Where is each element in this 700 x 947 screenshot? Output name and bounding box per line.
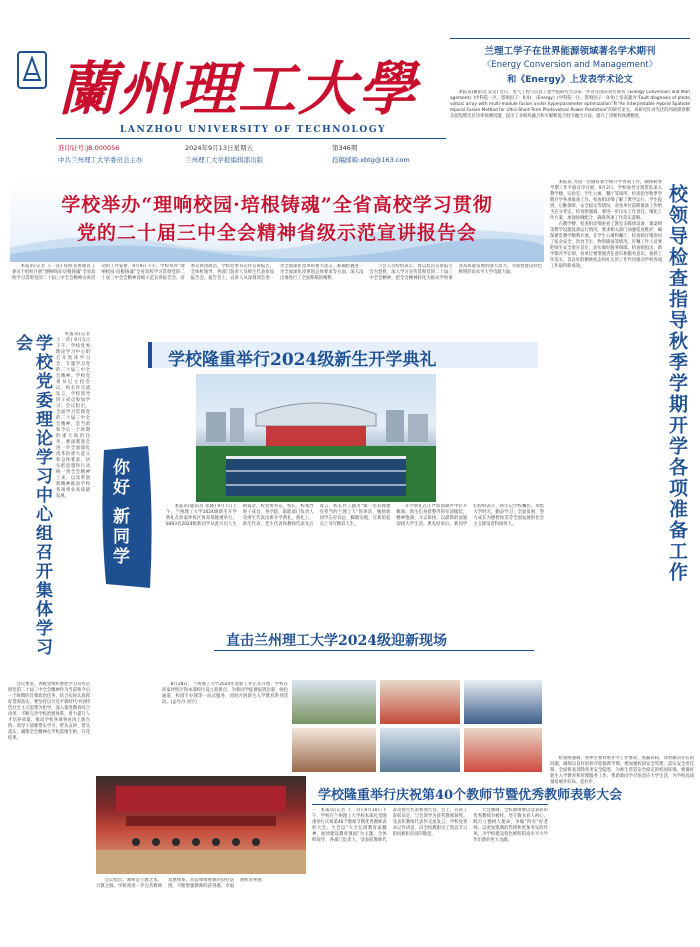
teachers-day-section [8, 776, 623, 946]
welcome-photo-6 [464, 728, 542, 772]
teachers-day-photo [96, 776, 306, 874]
feature-body: 本报讯(通讯员 张晓) 9月7日上午，兰州理工大学2024级新生开学典礼在彭家坪校区体育场隆重举行。8493名2024级新同学从此开启人生新篇章。校党委书记、校长、校领导班子成员，各学院、职能部门负责人及师生代表出席开学典礼。典礼上，新生代表、老生代表和教师代表先后发言，校长作了题为“做一名有理想有担当的兰理工人”的讲话，勉励新同学志存高远、脚踏实地，在新的起点上书写精彩人生。 开学典礼在庄严的国歌声中拉开帷幕。新生们身着整齐的军训服装，精神饱满、斗志昂扬，以崭新的面貌迎接大学生活。典礼结束后，新同学们纷纷表示，将牢记学校嘱托，珍惜大学时光，勤奋学习、全面发展，努力成长为德智体美劳全面发展的社会主义建设者和接班人。 [166, 504, 544, 527]
left-column-body-a: 本报讯(记者 王一萍) 9月5日下午，学校党委理论学习中心组召开集体学习会，专题学习党的二十届三中全会精神。学校党委书记主持会议，校长作交流发言，学校领导班子成员参加学习。会议指出，全面学习贯彻党的二十届三中全会精神，是当前和今后一个时期的重大政治任务。要深刻领会进一步全面深化改革的重大意义和总体要求，切实把思想和行动统一到全会精神上来，以改革创新精神推动学校各项事业高质量发展。 [56, 332, 90, 499]
ceremony-photo [196, 374, 436, 502]
publish-date: 2024年9月13日星期五 [185, 144, 253, 152]
top-news [450, 38, 690, 192]
issn: 准印证号:JB.000056 [58, 144, 120, 152]
email: 投稿邮箱:xbtg@163.com [332, 156, 410, 164]
right-column [550, 178, 694, 947]
feature-section [96, 332, 546, 680]
welcome-photo-5 [380, 728, 460, 772]
welcome-photo-3 [464, 680, 542, 724]
right-column-title: 校领导检查指导秋季学期开学各项准备工作 [666, 184, 688, 583]
welcome-caption: 8月28日，兰州理工大学2024年迎新工作正式开始，学校在彭家坪校区和本部校区设立迎新点，为新同学提供报到注册、绿色通道、校园卡办理等一站式服务，同时开展新生入学教育系列活动。(孟丹丹 刘宇) [162, 682, 288, 705]
headline-line-1: 学校举办“理响校园·培根铸魂”全省高校学习贯彻 [61, 194, 493, 216]
editor: 兰州理工大学报编辑部出版 [185, 156, 263, 164]
headline-line-2: 党的二十届三中全会精神省级示范宣讲报告会 [76, 222, 477, 244]
right-column-body-a: 本报讯 为进一步做好新学期开学各项工作，确保秋季学期工作平稳有序开展，9月2日，学校领导分别带队深入教学楼、实验室、学生公寓、餐厅等场所，检查指导秋季学期开学各项准备工作。检查组详细了解了教学运行、学生报到、后勤保障、安全稳定等情况，对各单位前期准备工作给予充分肯定。检查组强调，要进一步压实工作责任，细化工作方案，加强协调配合，确保各项工作落实落细。 在教学楼，检查组详细查看了教室多媒体设备、课桌椅等教学设施设备运行情况，要求相关部门加强巡查维护，确保课堂教学顺利开展。在学生公寓和餐厅，检查组仔细询问了宿舍安全、饮食卫生、物资储备等情况，叮嘱工作人员要把师生安全放在首位，切实做好服务保障。检查组指出，新学期开学在即，各单位要增强责任意识和服务意识，狠抓工作落实，以良好的精神状态和扎实的工作作风推动学校各项工作取得新成效。 [550, 180, 662, 269]
top-news-title-2: 《Energy Conversion and Management》 [482, 60, 658, 70]
feature-tag-text: 你好 新同学 [109, 458, 129, 567]
teachers-day-body: 本报讯(记者 王一萍) 9月10日下午，学校在兰州理工大学校本部礼堂隆重举行庆祝第40个教师节暨优秀教师表彰大会。大会以“大力弘扬教育家精神，加快建设教育强国”为主题，全体校领导、各部门负责人、受表彰教师代表及师生代表参加大会。会上，宣读了表彰决定，与会领导为获奖教师颁奖。受表彰教师代表作交流发言，学校党委书记作讲话，向全校教职员工致以节日的问候和崇高的敬意。 大会强调，全校教师要以受表彰的优秀教师为榜样，坚守教书育人初心，践行立德树人使命，争做“四有”好老师，以更加饱满的热情和更加务实的作风，为学校建设特色鲜明的高水平大学作出新的更大贡献。 [312, 808, 548, 843]
sponsor: 中共兰州理工大学委员会主办 [58, 156, 143, 164]
welcome-photo-2 [380, 680, 460, 724]
feature-title: 学校隆重举行2024级新生开学典礼 [168, 350, 437, 370]
right-column-body-b: 检查组强调，各单位要对照开学工作要求，查漏补缺，及时解决存在的问题，确保以良好的秩序迎接新学期。要加强校园安全管理，落实安全责任制，全面排查消除各类安全隐患，为师生营造安全稳定的校园环境。要做好新生入学教育和管理服务工作，帮助新同学尽快适应大学生活，为学校高质量发展开好局、起好步。 [550, 756, 694, 785]
masthead [10, 12, 450, 162]
welcome-photos [96, 680, 546, 774]
headline-body: 本报讯(记者 王一萍) 按照省委教育工委关于组织开展“理响校园·培根铸魂”全省高校学习贯彻党的二十届三中全会精神宣讲活动的工作安排，9月9日下午，学校举办“理响校园·培根铸魂”全省高校学习贯彻党的二十届三中全会精神省级示范宣讲报告会。省委宣讲团成员、学校党委书记作宣讲报告，全体校领导、各部门负责人及师生代表参加报告会。报告会上，宣讲人从深刻领会进一步全面深化改革的重大意义、准确把握进一步全面深化改革的总体要求等方面，深入浅出地进行了全面系统的阐释。 与会人员纷纷表示，将以此次宣讲报告会为契机，深入学习宣传贯彻党的二十届三中全会精神，把全会精神转化为推动学校事业高质量发展的强大动力，为加快建设特色鲜明的高水平大学贡献力量。 [12, 264, 542, 281]
teachers-day-title: 学校隆重举行庆祝第40个教师节暨优秀教师表彰大会 [318, 788, 623, 803]
welcome-photo-4 [292, 728, 376, 772]
feature-subtitle: 直击兰州理工大学2024级迎新现场 [226, 633, 447, 649]
welcome-photo-1 [292, 680, 376, 724]
left-column-body-b: 会议要求，各级党组织要把学习宣传贯彻党的二十届三中全会精神作为当前和今后一个时期的首要政治任务，结合实际认真抓好贯彻落实。要坚持以习近平新时代中国特色社会主义思想为指导，深入推进教育综合改革，不断完善学校治理体系，着力提升人才培养质量，推动学校各项事业再上新台阶。领导干部要带头学习、带头宣讲、带头落实，确保全会精神在学校落地生根、开花结果。 [8, 682, 90, 741]
top-news-title-1: 兰理工学子在世界能源领域著名学术期刊 [484, 46, 656, 57]
masthead-english: LANZHOU UNIVERSITY OF TECHNOLOGY [120, 125, 387, 135]
masthead-logo: 蘭州理工大學 [58, 55, 419, 123]
feature-tag [96, 442, 158, 592]
issue-number: 第346期 [332, 144, 358, 152]
left-column-title: 学校党委理论学习中心组召开集体学习会 [12, 334, 52, 657]
university-seal-icon [16, 50, 48, 90]
top-news-title-3: 和《Energy》上发表学术论文 [507, 75, 633, 85]
top-news-body: 本报讯(通讯员 吴昊) 近日，电气工程与信息工程学院研究生以第一作者在国际知名期刊《Energy Conversion and Management》(中科院一区，影响因子：9.9)、《Energy》(中科院一区，影响因子：9.0)上发表题为“Fault diagnosis of photovoltaic array with multi-module fusion under hyperparameter optimization”和“An Interpretable Hybrid Spatiotemporal Fusion Method for Ultra-Short-Term Photovoltaic Power Prediction”的研究论文。该研究针对光伏阵列故障诊断及超短期光伏功率预测问题，提出了多模块融合和可解释混合时空融合方法，提升了诊断和预测精度。 [450, 90, 690, 119]
headline-banner [10, 178, 544, 262]
teachers-day-body-b: 会议指出，教师是立教之本、兴教之源。学校将进一步完善教师发展体系，营造尊师重教的良好氛围，不断增强教师的获得感、幸福感和荣誉感。 [96, 878, 266, 889]
